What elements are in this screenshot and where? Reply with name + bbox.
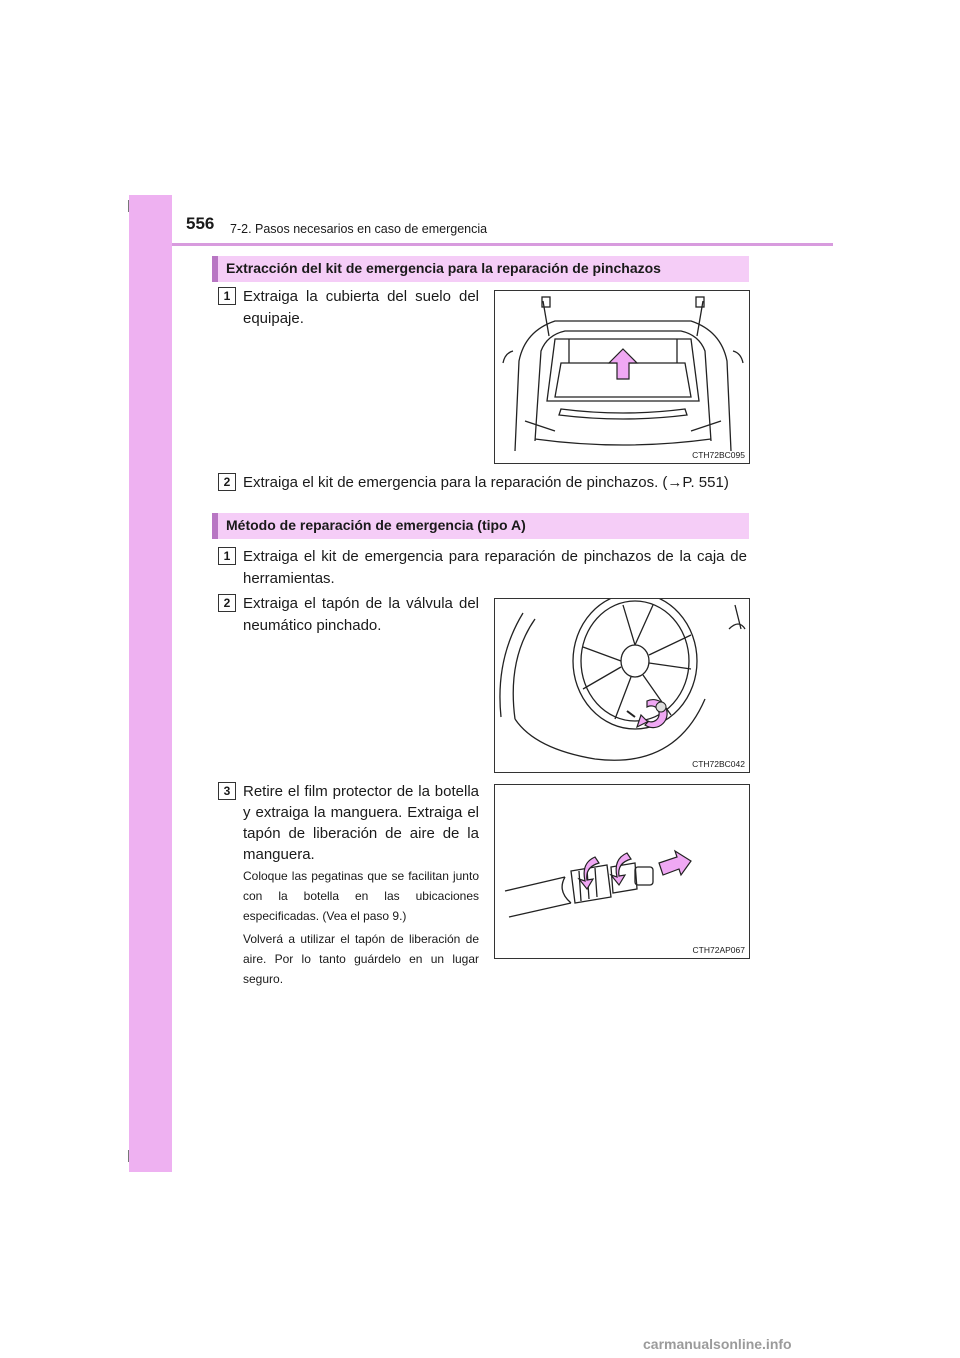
figure-code: CTH72BC042	[692, 759, 745, 769]
step-text: Extraiga la cubierta del suelo del equipaje.	[243, 288, 479, 327]
figure-code: CTH72BC095	[692, 450, 745, 460]
figure-trunk-floor-cover	[494, 290, 750, 464]
trunk-illustration	[495, 291, 750, 464]
crop-mark	[128, 1150, 129, 1162]
header-rule	[172, 243, 833, 246]
step-number: 1	[218, 547, 236, 565]
page-number: 556	[186, 214, 215, 233]
step-number: 2	[218, 594, 236, 612]
section-header-extraction	[212, 256, 749, 282]
step-text: Extraiga el kit de emergencia para la reparación de pinchazos. (→P. 551)	[243, 474, 729, 491]
figure-code: CTH72AP067	[692, 945, 745, 955]
wheel-illustration	[495, 599, 750, 773]
figure-hose-cap	[494, 784, 750, 959]
step-text: Retire el film protector de la botella y extraiga la manguera. Extraiga el tapón de liberación de aire de la manguera.	[243, 783, 479, 863]
step-note: Coloque las pegatinas que se facilitan junto con la botella en las ubicaciones especificadas. (Vea el paso 9.)	[243, 869, 479, 923]
figure-valve-cap	[494, 598, 750, 773]
crop-mark	[128, 200, 129, 212]
section-title: Método de reparación de emergencia (tipo A)	[226, 517, 526, 533]
step-number: 2	[218, 473, 236, 491]
step-text: Extraiga el kit de emergencia para reparación de pinchazos de la caja de herramientas.	[243, 548, 747, 587]
step-note: Volverá a utilizar el tapón de liberación de aire. Por lo tanto guárdelo en un lugar seguro.	[243, 932, 479, 986]
step-number: 1	[218, 287, 236, 305]
hose-illustration	[495, 785, 750, 959]
step-number: 3	[218, 782, 236, 800]
section-accent	[212, 256, 218, 282]
chapter-sidebar-tab	[129, 195, 172, 1172]
section-header-repair-method	[212, 513, 749, 539]
section-title: Extracción del kit de emergencia para la reparación de pinchazos	[226, 260, 661, 276]
watermark-text: carmanualsonline.info	[643, 1336, 792, 1352]
section-accent	[212, 513, 218, 539]
chapter-title: 7-2. Pasos necesarios en caso de emergencia	[230, 222, 488, 236]
step-text: Extraiga el tapón de la válvula del neumático pinchado.	[243, 595, 479, 634]
